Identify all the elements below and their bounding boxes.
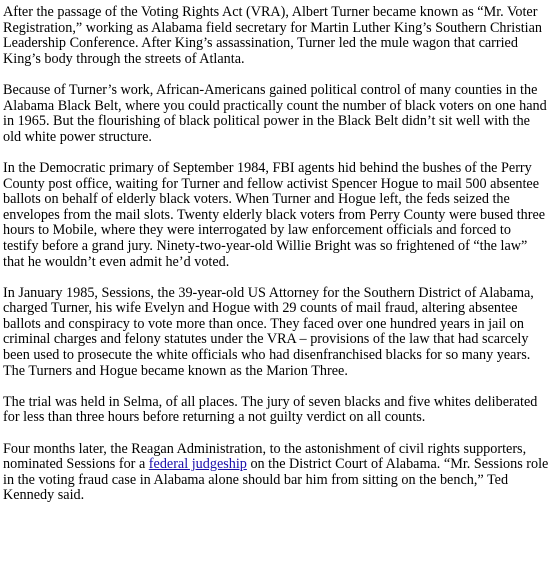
paragraph-6-text-before-link: Four months later, the Reagan Administration, to the astonishment of civil rights supporters, nominated Sessions for a [3, 440, 527, 473]
paragraph-2: Because of Turner’s work, African-Americans gained political control of many counties in the Alabama Black Belt, where you could practically count the number of black voters on one hand in 1965. But the flourishing of black political power in the Black Belt didn’t sit well with the old white power structure. [3, 81, 547, 145]
paragraph-4: In January 1985, Sessions, the 39-year-old US Attorney for the Southern District of Alabama, charged Turner, his wife Evelyn and Hogue with 29 counts of mail fraud, altering absentee ballots and conspiracy to vote more than once. They faced over one hundred years in jail on criminal charges and felony statutes under the VRA – provisions of the law that had scarcely been used to prosecute the white officials who had disenfranchised blacks for so many years. The Turners and Hogue became known as the Marion Three. [3, 284, 534, 379]
article-body [3, 5, 549, 504]
paragraph-3: In the Democratic primary of September 1984, FBI agents hid behind the bushes of the Perry County post office, waiting for Turner and fellow activist Spencer Hogue to mail 500 absentee ballots on behalf of elderly black voters. When Turner and Hogue left, the feds seized the envelopes from the mail slots. Twenty elderly black voters from Perry County were bused three hours to Mobile, where they were interrogated by law enforcement officials and forced to testify before a grand jury. Ninety-two-year-old Willie Bright was so frightened of “the law” that he wouldn’t even admit he’d voted. [3, 159, 546, 270]
paragraph-5: The trial was held in Selma, of all places. The jury of seven blacks and five whites deliberated for less than three hours before returning a not guilty verdict on all counts. [3, 393, 538, 426]
paragraph-1: After the passage of the Voting Rights Act (VRA), Albert Turner became known as “Mr. Voter Registration,” working as Alabama field secretary for Martin Luther King’s Southern Christian Leadership Conference. After King’s assassination, Turner led the mule wagon that carried King’s body through the streets of Atlanta. [3, 4, 542, 67]
federal-judgeship-link[interactable]: federal judgeship [148, 456, 247, 473]
paragraph-6 [3, 442, 549, 504]
paragraph-6-text-after-link: on the District Court of Alabama. “Mr. Sessions role in the voting fraud case in Alabama alone should bar him from sitting on the bench,” Ted Kennedy said. [3, 456, 549, 504]
